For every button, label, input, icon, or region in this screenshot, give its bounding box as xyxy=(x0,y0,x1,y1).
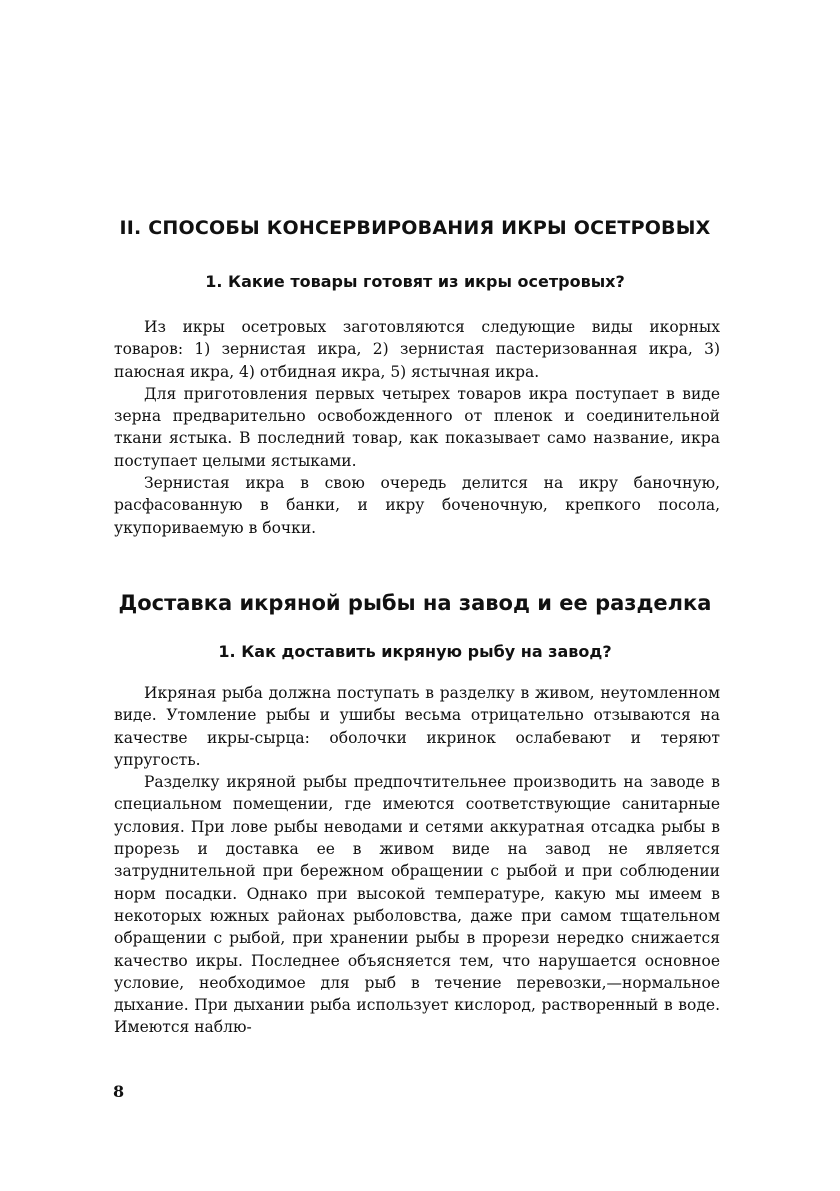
paragraph: Икряная рыба должна поступать в разделку в живом, неутомленном виде. Утомление рыбы и ушибы весьма отрицательно отзываются на качестве икры-сырца: оболочки икринок ослабевают и теряют упругость. xyxy=(114,684,720,769)
section-heading-products: 1. Какие товары готовят из икры осетровых? xyxy=(205,272,625,291)
paragraph: Из икры осетровых заготовляются следующие виды икорных товаров: 1) зернистая икра, 2) зернистая пастеризованная икра, 3) паюсная икра, 4) отбидная икра, 5) ястычная икра. xyxy=(114,318,720,381)
delivery-text-block xyxy=(114,682,720,1039)
page-number: 8 xyxy=(113,1082,125,1101)
paragraph: Зернистая икра в свою очередь делится на икру баночную, расфасованную в банки, и икру боченочную, крепкого посола, укупориваемую в бочки. xyxy=(114,474,720,537)
chapter-title: II. СПОСОБЫ КОНСЕРВИРОВАНИЯ ИКРЫ ОСЕТРОВЫХ xyxy=(119,217,711,239)
paragraph: Для приготовления первых четырех товаров икра поступает в виде зерна предварительно освобожденного от пленок и соединительной ткани ястыка. В последний товар, как показывает само название, икра поступает целыми ястыками. xyxy=(114,384,720,470)
section-title-delivery: Доставка икряной рыбы на завод и ее разделка xyxy=(118,591,712,615)
paragraph: Разделку икряной рыбы предпочтительнее производить на заводе в специальном помещении, где имеются соответствующие санитарные условия. При лове рыбы неводами и сетями аккуратная отсадка рыбы в прорезь и доставка ее в живом виде на завод не является затруднительной при бережном обращении с рыбой и при соблюдении норм посадки. Однако при высокой температуре, какую мы имеем в некоторых южных районах рыболовства, даже при самом тщательном обращении с рыбой, при хранении рыбы в прорези нередко снижается качество икры. Последнее объясняется тем, что нарушается основное условие, необходимое для рыб в течение перевозки,—нормальное дыхание. При дыхании рыба использует кислород, растворенный в воде. Имеются наблю- xyxy=(114,773,720,1037)
products-text-block xyxy=(114,316,720,539)
section-heading-delivery: 1. Как доставить икряную рыбу на завод? xyxy=(218,642,612,661)
